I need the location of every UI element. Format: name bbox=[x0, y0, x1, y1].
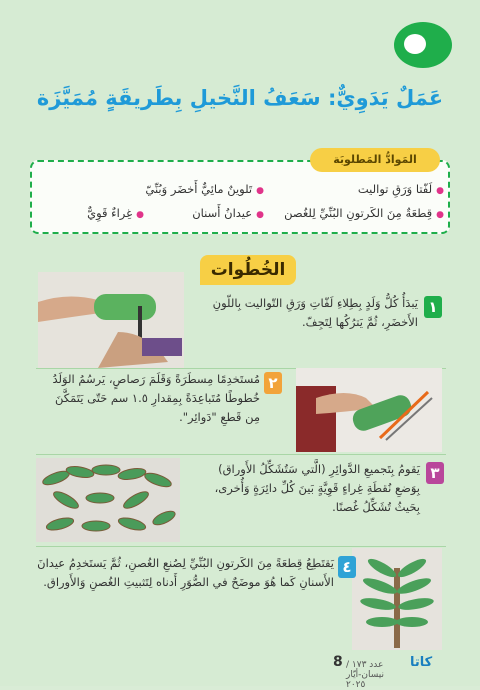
step1-photo bbox=[38, 272, 184, 368]
materials-list bbox=[40, 182, 444, 228]
steps-title: الخُطُوات bbox=[200, 255, 296, 285]
magazine-logo: كاتا bbox=[410, 655, 433, 670]
step-text-3: يَقومُ بِتَجميعِ الدَّوائِرِ (الَّتي سَتُشَكِّلُ الأَوراق) بِوَضعِ نُقطَةِ غِراءٍ قَوِيَّةٍ بَينَ كُلِّ دائِرَةٍ وَأُخرى، بِحَيثُ تُشَكِّلُ غُصنًا. bbox=[214, 462, 420, 514]
material-item: ● تَلوينٌ مائِيٌّ أَخضَر وَبُنِّيّ bbox=[145, 182, 264, 196]
material-item: ● عيدانُ أَسنان bbox=[192, 206, 264, 220]
hand-painting-icon bbox=[38, 272, 184, 368]
step-number-1: ١ bbox=[424, 296, 442, 318]
material-item: ● غِراءٌ قَوِيٌّ bbox=[87, 206, 144, 220]
step-number-3: ٣ bbox=[426, 462, 444, 484]
page-number: 8 bbox=[333, 654, 343, 670]
step-text-2: مُستَخدِمًا مِسطَرَةً وَقَلَمَ رَصاصٍ، يَرسُمُ الوَلَدُ خُطوطًا مُتَباعِدَةً بِمِقدارِ ١.٥ سم حَتّى يَتَمَكَّنَ مِن قَطعِ "دَوائِر". bbox=[52, 372, 260, 424]
step3-photo bbox=[36, 458, 180, 542]
corner-logo-icon bbox=[394, 22, 452, 68]
step-number-2: ٢ bbox=[264, 372, 282, 394]
materials-header: المَوادُّ المَطلوبَة bbox=[310, 148, 440, 172]
step-number-4: ٤ bbox=[338, 556, 356, 578]
step4-photo bbox=[352, 548, 442, 650]
leaves-assembly-icon bbox=[36, 458, 180, 542]
page-title: عَمَلٌ يَدَوِيٌّ: سَعَفُ النَّخيلِ بِطَريقَةٍ مُمَيَّزَة bbox=[36, 86, 444, 110]
step2-photo bbox=[296, 368, 442, 452]
palm-branch-icon bbox=[352, 548, 442, 650]
cutting-scissors-icon bbox=[296, 368, 442, 452]
material-item: ● قِطعَةٌ مِنَ الكَرتونِ البُنِّيِّ لِلغُصن bbox=[284, 206, 444, 220]
step-text-4: يَقتَطِعُ قِطعَةً مِنَ الكَرتونِ البُنِّيِّ لِصُنعِ الغُصنِ، ثُمَّ يَستَخدِمُ عيدانَ الأَسنانِ كَما هُوَ موضَحٌ في الصُّوَرِ أَدناه لِتَثبيتِ الغُصنِ وَالأَوراق. bbox=[37, 556, 334, 589]
issue-info: عدد ١٧٣ /نيسان-أيّار ٢٠٢٥ bbox=[346, 660, 384, 690]
divider bbox=[36, 454, 446, 455]
step-text-1: يَبدَأُ كُلُّ وَلَدٍ بِطِلاءِ لَفّاتِ وَرَقِ التّواليت بِاللّونِ الأَخضَرِ، ثُمَّ يَترُكُها لِتَجِفّ. bbox=[212, 296, 418, 329]
divider bbox=[36, 546, 446, 547]
material-item: ● لَفّتا وَرَقِ تواليت bbox=[358, 182, 444, 196]
